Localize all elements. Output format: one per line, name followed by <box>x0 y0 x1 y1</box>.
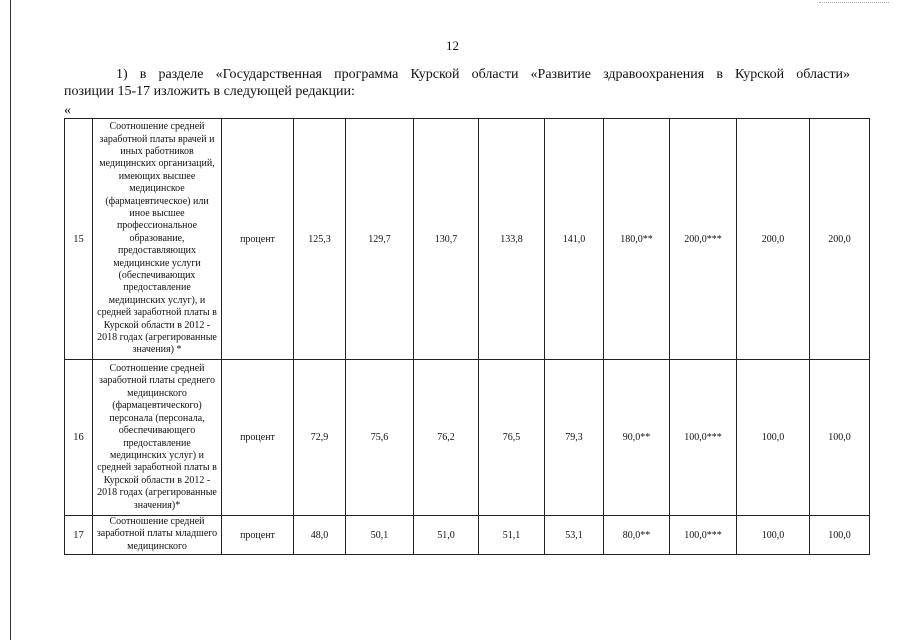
value-cell: 90,0** <box>604 360 670 516</box>
value-cell: 76,2 <box>414 360 479 516</box>
value-cell: 141,0 <box>545 119 604 360</box>
value-cell: 100,0 <box>737 360 810 516</box>
value-cell: 200,0*** <box>670 119 737 360</box>
page-number: 12 <box>446 38 459 53</box>
value-cell: 100,0 <box>810 516 870 555</box>
value-cell: 100,0*** <box>670 360 737 516</box>
intro-paragraph <box>64 66 850 100</box>
value-cell: 76,5 <box>479 360 545 516</box>
row-number: 16 <box>65 360 93 516</box>
value-cell: 80,0** <box>604 516 670 555</box>
value-cell: 200,0 <box>810 119 870 360</box>
value-cell: 200,0 <box>737 119 810 360</box>
value-cell: 100,0*** <box>670 516 737 555</box>
value-cell: 100,0 <box>737 516 810 555</box>
value-cell: 79,3 <box>545 360 604 516</box>
value-cell: 100,0 <box>810 360 870 516</box>
intro-line-1: 1) в разделе «Государственная программа Курской области «Развитие здравоохранения в Курской области» <box>116 67 850 82</box>
unit-cell: процент <box>222 516 294 555</box>
value-cell: 75,6 <box>346 360 414 516</box>
row-number: 15 <box>65 119 93 360</box>
value-cell: 50,1 <box>346 516 414 555</box>
scan-edge-line <box>10 0 11 640</box>
value-cell: 48,0 <box>294 516 346 555</box>
indicator-name: Соотношение средней заработной платы младшего медицинского <box>93 516 222 555</box>
value-cell: 125,3 <box>294 119 346 360</box>
unit-cell: процент <box>222 119 294 360</box>
indicator-name: Соотношение средней заработной платы врачей и иных работников медицинских организаций, имеющих высшее медицинское (фармацевтическое) или иное высшее профессиональное образование, предоставляющих медицинские услуги (обеспечивающих предоставление медицинских услуг), и средней заработной платы в Курской области в 2012 - 2018 годах (агрегированные значения) * <box>93 119 222 360</box>
value-cell: 72,9 <box>294 360 346 516</box>
value-cell: 130,7 <box>414 119 479 360</box>
table-row <box>65 516 870 555</box>
opening-quote: « <box>64 103 71 118</box>
unit-cell: процент <box>222 360 294 516</box>
table-row <box>65 360 870 516</box>
indicator-name: Соотношение средней заработной платы среднего медицинского (фармацевтического) персонала (персонала, обеспечивающего предоставление медицинских услуг) и средней заработной платы в Курской области в 2012 - 2018 годах (агрегированные значения)* <box>93 360 222 516</box>
value-cell: 53,1 <box>545 516 604 555</box>
table-row <box>65 119 870 360</box>
row-number: 17 <box>65 516 93 555</box>
intro-line-2: позиции 15-17 изложить в следующей редакции: <box>64 84 355 99</box>
value-cell: 180,0** <box>604 119 670 360</box>
value-cell: 133,8 <box>479 119 545 360</box>
indicators-table <box>64 118 870 555</box>
value-cell: 51,1 <box>479 516 545 555</box>
value-cell: 129,7 <box>346 119 414 360</box>
value-cell: 51,0 <box>414 516 479 555</box>
scan-artifact <box>819 2 889 4</box>
